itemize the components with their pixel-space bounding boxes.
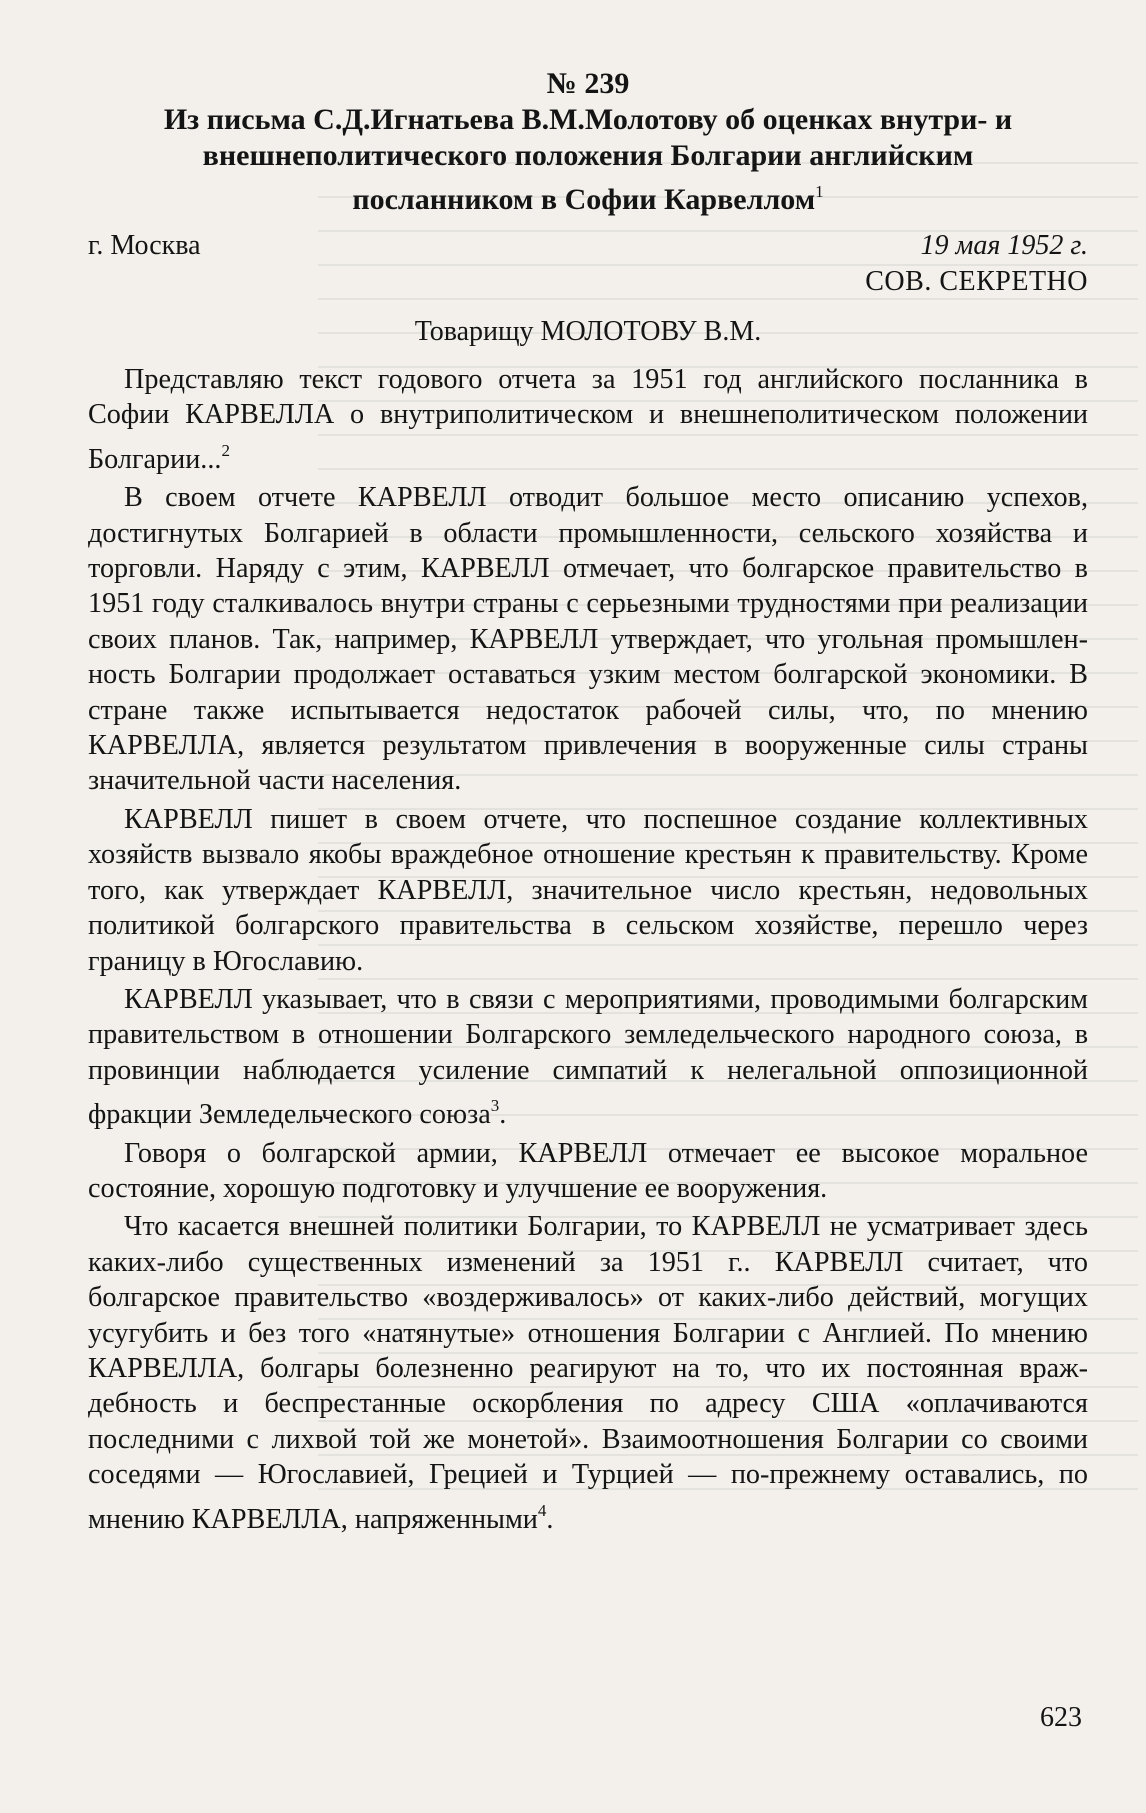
- page-number: 623: [1040, 1702, 1082, 1733]
- paragraph-tail: .: [499, 1099, 507, 1131]
- paragraph-text: КАРВЕЛЛ пишет в своем отчете, что поспешное создание коллективных хозяйств вызвало якобы враждебное отношение крестьян к правительству. Кроме того, как утверждает КАРВЕЛЛ, значительное число крестьян, недовольных политикой болгарского правительства в сельском хозяйстве, перешло через границу в Югославию.: [88, 803, 1088, 977]
- document-title-text: Из письма С.Д.Игнатьева В.М.Молотову об оценках внутри- и внешнеполитического положения Болгарии английским посланником в Софии Карвеллом: [163, 103, 1013, 216]
- addressee: Товарищу МОЛОТОВУ В.М.: [414, 316, 762, 347]
- document-heading: [158, 66, 1018, 218]
- paragraph-text: В своем отчете КАРВЕЛЛ отводит большое место описанию успехов, достигнутых Болгарией в области промышленности, сельского хозяйства и торговли. Наряду с этим, КАРВЕЛЛ отмечает, что болгарское правительство в 1951 году сталкивалось внутри страны с серьезными трудностями при реализации своих планов. Так, например, КАРВЕЛЛ утверждает, что угольная промышленность Болгарии продолжает оставаться узким местом болгарской экономики. В стране также испытывается недостаток рабочей силы, что, по мнению КАРВЕЛЛА, является результатом привлечения в вооруженные силы страны значительной части населения.: [88, 482, 1088, 797]
- paragraph: [88, 802, 1088, 979]
- footnote-ref: 3: [490, 1096, 500, 1116]
- document-title: [158, 102, 1018, 218]
- document-place: г. Москва: [88, 230, 201, 261]
- paragraph-text: Представляю текст годового отчета за 1951 год английского посланника в Софии КАРВЕЛЛА о внутриполитическом и внешнеполитическом положении Болгарии...: [88, 364, 1088, 475]
- classification-stamp: СОВ. СЕКРЕТНО: [865, 266, 1088, 297]
- document-page: [88, 60, 1088, 1800]
- paragraph: [88, 982, 1088, 1133]
- paragraph-text: Что касается внешней политики Болгарии, то КАРВЕЛЛ не усматривает здесь каких-либо существенных изменений за 1951 г.. КАРВЕЛЛ считает, что болгарское правительство «воздерживалось» от каких-либо действий, могущих усугубить и без того «натянутые» отношения Болгарии с Англией. По мнению КАРВЕЛЛА, болгары болезненно реагируют на то, что их постоянная враждебность и беспрестанные оскорбления по адресу США «оплачиваются последними с лихвой той же монетой». Взаимоотношения Болгарии со своими соседями — Югославией, Грецией и Турцией — по-прежнему оставались, по мнению КАРВЕЛЛА, напряженными: [88, 1211, 1088, 1535]
- paragraph-text: КАРВЕЛЛ указывает, что в связи с мероприятиями, проводимыми болгарским правительством в отношении Болгарского земледельческого народного союза, в провинции наблюдается усиление симпатий к нелегальной оппозиционной фракции Земледельческого союза: [88, 983, 1088, 1131]
- letter-body: [88, 362, 1088, 1537]
- paragraph: [88, 480, 1088, 799]
- paragraph: [88, 1209, 1088, 1537]
- document-date: 19 мая 1952 г.: [920, 230, 1088, 261]
- paragraph-tail: .: [546, 1503, 554, 1535]
- paragraph: [88, 1136, 1088, 1207]
- place-date-row: [88, 228, 1088, 264]
- title-footnote-ref: 1: [815, 182, 824, 201]
- document-number: № 239: [546, 67, 630, 100]
- footnote-ref: 4: [537, 1500, 547, 1520]
- paragraph: [88, 362, 1088, 477]
- paragraph-text: Говоря о болгарской армии, КАРВЕЛЛ отмечает ее высокое моральное состояние, хорошую подготовку и улучшение ее вооружения.: [88, 1137, 1088, 1204]
- footnote-ref: 2: [221, 440, 230, 460]
